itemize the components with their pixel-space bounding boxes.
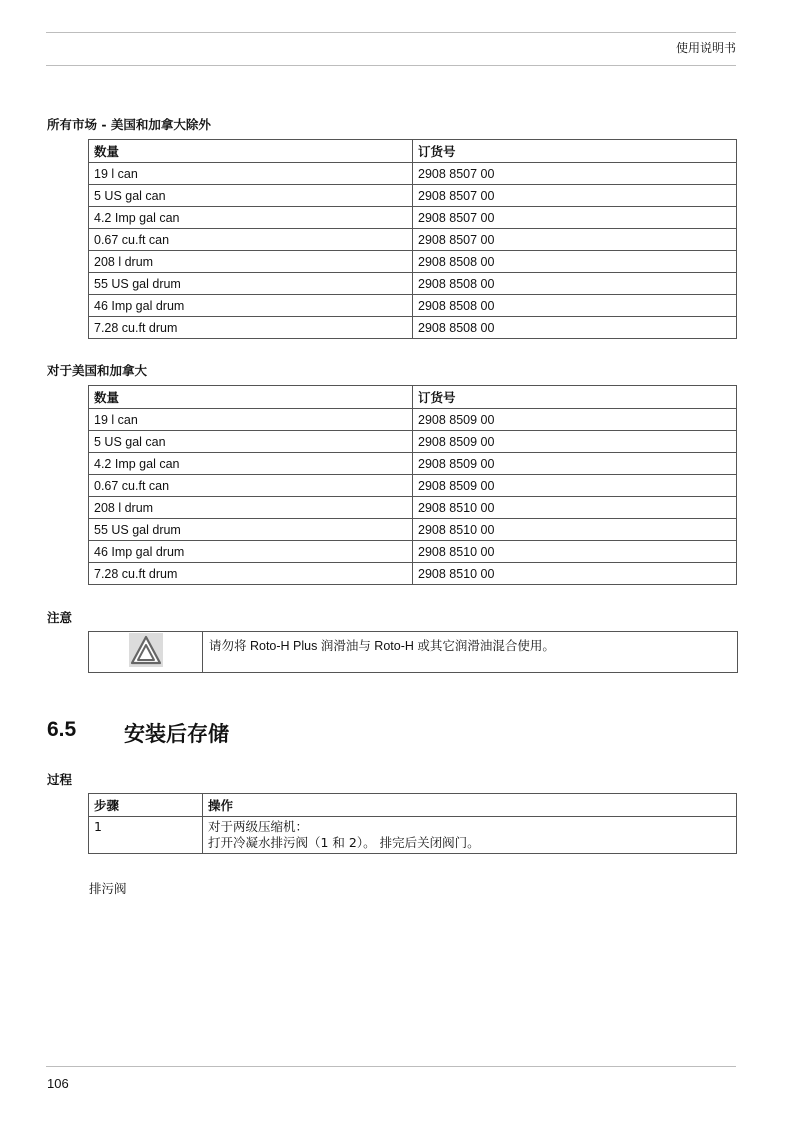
- header-rule-bottom: [46, 65, 736, 66]
- table-header-row: [89, 794, 737, 817]
- order-number-cell: 2908 8507 00: [413, 229, 737, 251]
- step-number-cell: 1: [89, 817, 203, 854]
- column-header-order-number: 订货号: [413, 386, 737, 409]
- notice-text: 请勿将 Roto-H Plus 润滑油与 Roto-H 或其它润滑油混合使用。: [209, 639, 555, 653]
- quantity-cell: 19 l can: [89, 409, 413, 431]
- order-number-cell: 2908 8509 00: [413, 475, 737, 497]
- table-row: [89, 207, 737, 229]
- table-row: [89, 409, 737, 431]
- quantity-cell: 0.67 cu.ft can: [89, 475, 413, 497]
- column-header-quantity: 数量: [89, 386, 413, 409]
- order-number-cell: 2908 8509 00: [413, 409, 737, 431]
- quantity-cell: 46 Imp gal drum: [89, 541, 413, 563]
- table-row: [89, 163, 737, 185]
- table-row: [89, 541, 737, 563]
- footer-rule: [46, 1066, 736, 1067]
- procedure-heading: 过程: [47, 772, 73, 787]
- order-number-cell: 2908 8510 00: [413, 563, 737, 585]
- warning-triangle-icon: [129, 633, 163, 671]
- chapter-title: 安装后存储: [124, 722, 229, 746]
- page-number: 106: [47, 1076, 69, 1091]
- order-number-cell: 2908 8510 00: [413, 497, 737, 519]
- table-row: [89, 519, 737, 541]
- table-row: [89, 251, 737, 273]
- action-line-2: 打开冷凝水排污阀（1 和 2）。 排完后关闭阀门。: [208, 835, 480, 850]
- order-number-cell: 2908 8508 00: [413, 251, 737, 273]
- table-row: [89, 431, 737, 453]
- order-number-cell: 2908 8507 00: [413, 163, 737, 185]
- table-row: [89, 563, 737, 585]
- table-row: [89, 475, 737, 497]
- section-heading-usa-canada: 对于美国和加拿大: [47, 363, 148, 378]
- order-number-cell: 2908 8509 00: [413, 431, 737, 453]
- chapter-number: 6.5: [47, 718, 77, 741]
- notice-icon-cell: [89, 632, 203, 672]
- table-row: [89, 817, 737, 854]
- quantity-cell: 208 l drum: [89, 251, 413, 273]
- table-row: [89, 295, 737, 317]
- order-number-cell: 2908 8508 00: [413, 295, 737, 317]
- header-rule-top: [46, 32, 736, 33]
- column-header-quantity: 数量: [89, 140, 413, 163]
- column-header-order-number: 订货号: [413, 140, 737, 163]
- quantity-cell: 5 US gal can: [89, 185, 413, 207]
- order-number-cell: 2908 8507 00: [413, 207, 737, 229]
- quantity-cell: 5 US gal can: [89, 431, 413, 453]
- column-header-action: 操作: [203, 794, 737, 817]
- order-number-cell: 2908 8510 00: [413, 519, 737, 541]
- order-table-usa-canada: [88, 385, 737, 585]
- quantity-cell: 19 l can: [89, 163, 413, 185]
- order-number-cell: 2908 8509 00: [413, 453, 737, 475]
- procedure-table: [88, 793, 737, 854]
- quantity-cell: 55 US gal drum: [89, 273, 413, 295]
- table-row: [89, 229, 737, 251]
- table-header-row: [89, 386, 737, 409]
- table-row: [89, 453, 737, 475]
- quantity-cell: 55 US gal drum: [89, 519, 413, 541]
- column-header-step: 步骤: [89, 794, 203, 817]
- notice-box: [88, 631, 738, 673]
- section-heading-all-markets: 所有市场 - 美国和加拿大除外: [47, 117, 211, 132]
- quantity-cell: 4.2 Imp gal can: [89, 453, 413, 475]
- figure-caption: 排污阀: [89, 881, 127, 896]
- table-row: [89, 185, 737, 207]
- document-title: 使用说明书: [675, 41, 736, 55]
- quantity-cell: 4.2 Imp gal can: [89, 207, 413, 229]
- quantity-cell: 0.67 cu.ft can: [89, 229, 413, 251]
- order-number-cell: 2908 8507 00: [413, 185, 737, 207]
- table-header-row: [89, 140, 737, 163]
- table-row: [89, 273, 737, 295]
- order-number-cell: 2908 8508 00: [413, 317, 737, 339]
- quantity-cell: 7.28 cu.ft drum: [89, 563, 413, 585]
- table-row: [89, 317, 737, 339]
- quantity-cell: 46 Imp gal drum: [89, 295, 413, 317]
- action-line-1: 对于两级压缩机：: [208, 819, 309, 834]
- action-cell: [203, 817, 737, 854]
- notice-heading: 注意: [47, 610, 73, 625]
- order-table-all-markets: [88, 139, 737, 339]
- order-number-cell: 2908 8508 00: [413, 273, 737, 295]
- table-row: [89, 497, 737, 519]
- order-number-cell: 2908 8510 00: [413, 541, 737, 563]
- quantity-cell: 7.28 cu.ft drum: [89, 317, 413, 339]
- quantity-cell: 208 l drum: [89, 497, 413, 519]
